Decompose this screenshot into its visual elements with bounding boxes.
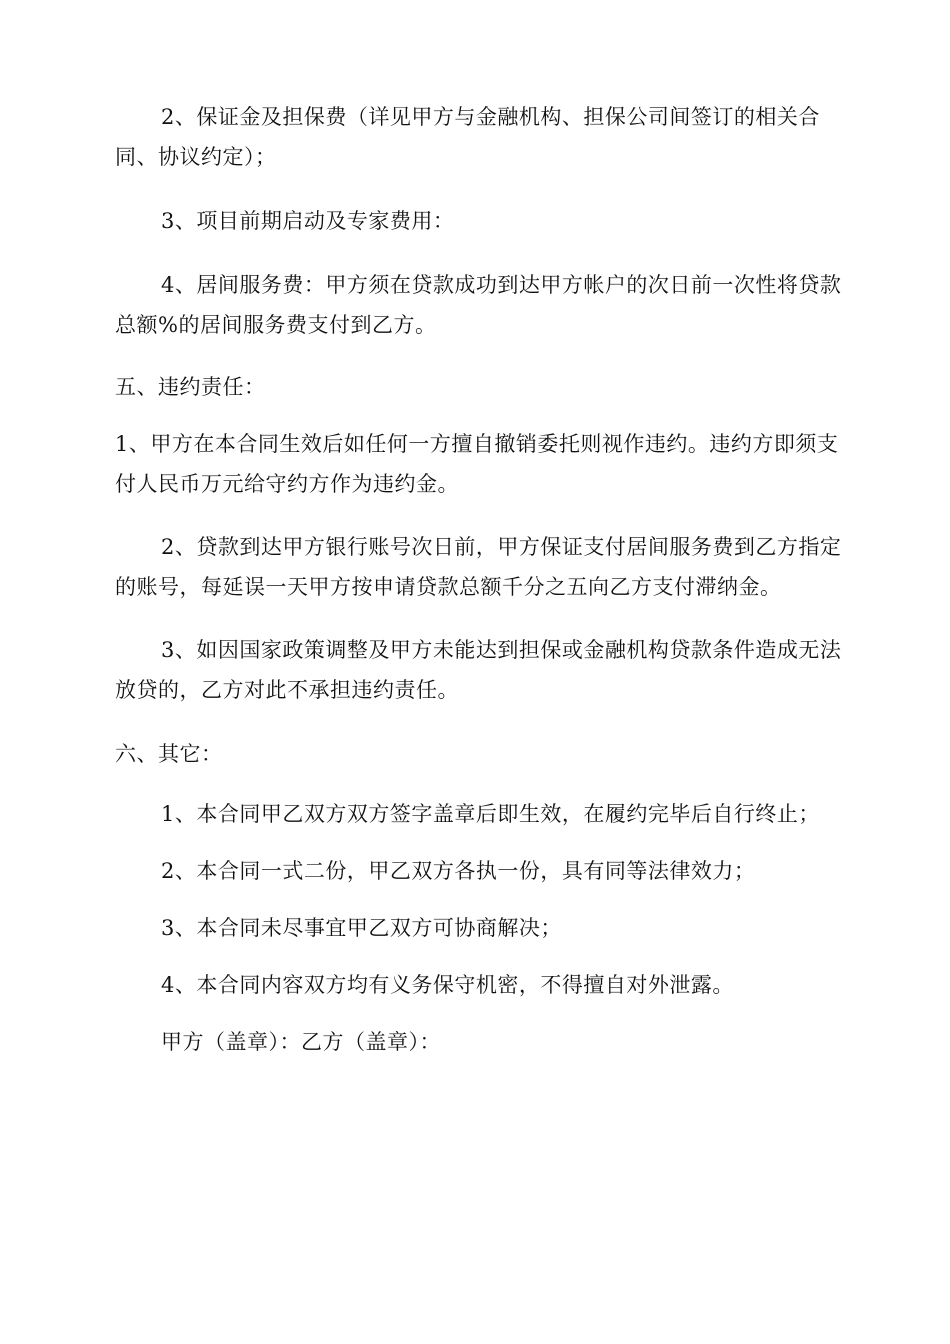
paragraph-breach-1: 1、甲方在本合同生效后如任何一方擅自撤销委托则视作违约。违约方即须支付人民币万元给守约方作为违约金。 — [115, 432, 839, 496]
paragraph-other-1: 1、本合同甲乙双方双方签字盖章后即生效，在履约完毕后自行终止； — [161, 802, 820, 826]
paragraph-project-startup-fee: 3、项目前期启动及专家费用： — [161, 209, 455, 233]
paragraph-other-3: 3、本合同未尽事宜甲乙双方可协商解决； — [161, 916, 562, 940]
section-heading-other: 六、其它： — [115, 742, 223, 766]
paragraph-breach-2: 2、贷款到达甲方银行账号次日前，甲方保证支付居间服务费到乙方指定的账号，每延误一天甲方按申请贷款总额千分之五向乙方支付滞纳金。 — [115, 535, 842, 599]
section-heading-breach-liability: 五、违约责任： — [115, 375, 266, 399]
paragraph-breach-3: 3、如因国家政策调整及甲方未能达到担保或金融机构贷款条件造成无法放贷的，乙方对此不承担违约责任。 — [115, 638, 842, 702]
signature-line: 甲方（盖章）：乙方（盖章）： — [161, 1030, 441, 1054]
paragraph-deposit-guarantee-fee: 2、保证金及担保费（详见甲方与金融机构、担保公司间签订的相关合同、协议约定）； — [115, 105, 820, 169]
paragraph-intermediary-service-fee: 4、居间服务费：甲方须在贷款成功到达甲方帐户的次日前一次性将贷款总额%的居间服务费支付到乙方。 — [115, 273, 842, 337]
paragraph-other-4: 4、本合同内容双方均有义务保守机密，不得擅自对外泄露。 — [161, 973, 734, 997]
paragraph-other-2: 2、本合同一式二份，甲乙双方各执一份，具有同等法律效力； — [161, 859, 756, 883]
